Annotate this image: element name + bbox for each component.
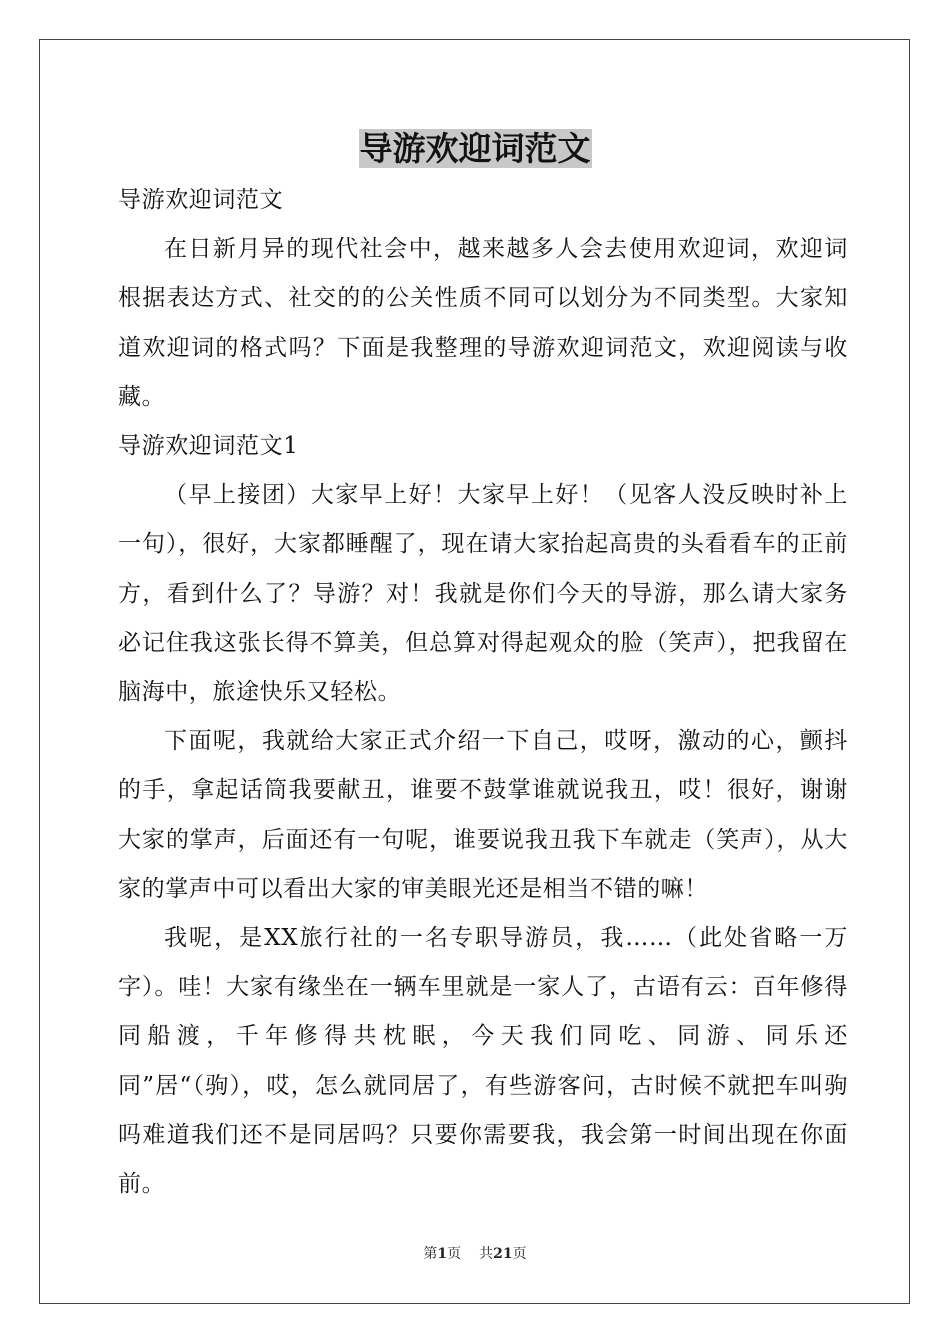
total-suffix: 页 [512,1246,527,1262]
paragraph-greeting: （早上接团）大家早上好！大家早上好！（见客人没反映时补上一句），很好，大家都睡醒了，现在请大家抬起高贵的头看看车的正前方，看到什么了？导游？对！我就是你们今天的导游，那么请大家务必记住我这张长得不算美，但总算对得起观众的脸（笑声），把我留在脑海中，旅途快乐又轻松。 [118,482,848,706]
document-title-text: 导游欢迎词范文 [359,129,591,168]
total-prefix: 共 [479,1246,494,1262]
page-total: 21 [493,1246,513,1262]
paragraph-section-heading: 导游欢迎词范文1 [118,433,299,460]
page-current: 1 [437,1246,448,1262]
document-title [0,126,950,172]
paragraph-subtitle: 导游欢迎词范文 [118,187,284,213]
page-footer [0,1244,950,1264]
paragraph-agency: 我呢，是XX旅行社的一名专职导游员，我……（此处省略一万字）。哇！大家有缘坐在一辆车里就是一家人了，古语有云：百年修得同船渡，千年修得共枕眠，今天我们同吃、同游、同乐还同”居“（驹），哎，怎么就同居了，有些游客问，古时候不就把车叫驹吗难道我们还不是同居吗？只要你需要我，我会第一时间出现在你面前。 [118,925,848,1198]
document-body [118,176,848,1209]
paragraph-intro: 在日新月异的现代社会中，越来越多人会去使用欢迎词，欢迎词根据表达方式、社交的的公关性质不同可以划分为不同类型。大家知道欢迎词的格式吗？下面是我整理的导游欢迎词范文，欢迎阅读与收藏。 [118,236,848,410]
paragraph-self-intro: 下面呢，我就给大家正式介绍一下自己，哎呀，激动的心，颤抖的手，拿起话筒我要献丑，谁要不鼓掌谁就说我丑，哎！很好，谢谢大家的掌声，后面还有一句呢，谁要说我丑我下车就走（笑声），从大家的掌声中可以看出大家的审美眼光还是相当不错的嘛！ [118,728,848,902]
page-prefix: 第 [423,1246,438,1262]
page-suffix: 页 [447,1246,462,1262]
